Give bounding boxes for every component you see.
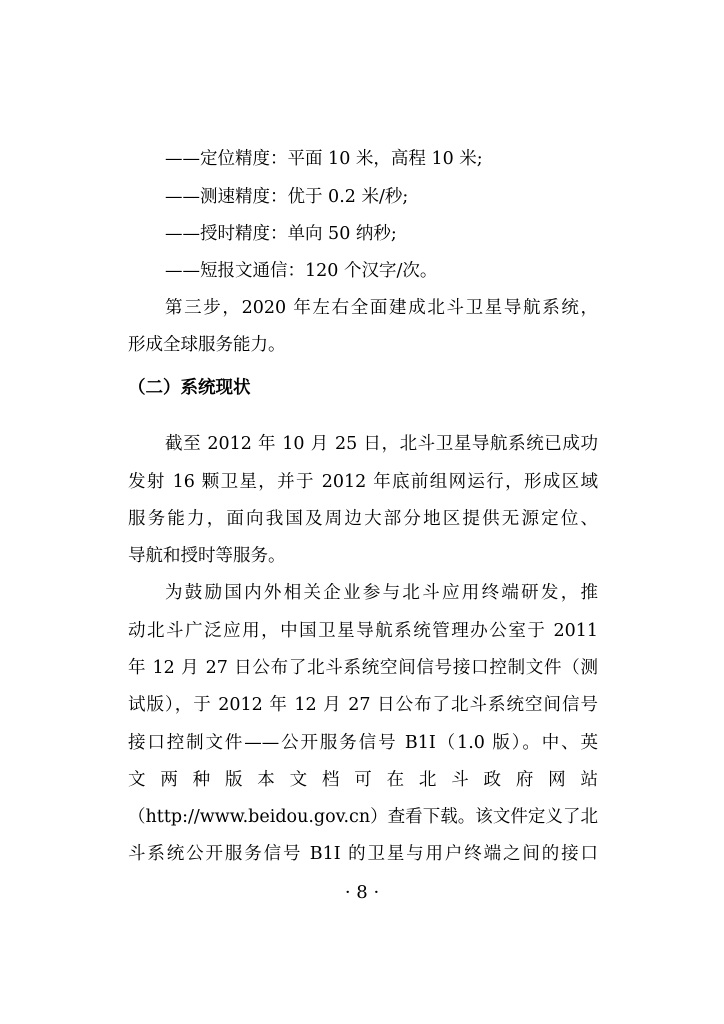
bullet-velocity-accuracy: ——测速精度：优于 0.2 米/秒; xyxy=(165,187,409,207)
bullet-timing-accuracy: ——授时精度：单向 50 纳秒; xyxy=(165,224,397,244)
page-number: · 8 · xyxy=(344,882,380,903)
para2-line-3: 年 12 月 27 日公布了北斗系统空间信号接口控制文件（测 xyxy=(128,658,598,678)
para2-line-4: 试版），于 2012 年 12 月 27 日公布了北斗系统空间信号 xyxy=(128,695,598,715)
bullet-short-message: ——短报文通信：120 个汉字/次。 xyxy=(165,261,438,281)
para2-line-7: （http://www.beidou.gov.cn）查看下载。该文件定义了北 xyxy=(128,807,598,827)
step3-line-2: 形成全球服务能力。 xyxy=(128,335,286,355)
para1-line-4: 导航和授时等服务。 xyxy=(128,546,286,566)
para1-line-1: 截至 2012 年 10 月 25 日，北斗卫星导航系统已成功 xyxy=(165,434,598,454)
para2-line-1: 为鼓励国内外相关企业参与北斗应用终端研发，推 xyxy=(165,583,598,603)
bullet-positioning-accuracy: ——定位精度：平面 10 米，高程 10 米; xyxy=(165,149,483,169)
section-heading: （二）系统现状 xyxy=(128,378,251,398)
para2-line-8: 斗系统公开服务信号 B1I 的卫星与用户终端之间的接口 xyxy=(128,844,598,864)
step3-line-1: 第三步，2020 年左右全面建成北斗卫星导航系统， xyxy=(165,298,598,318)
para2-line-5: 接口控制文件——公开服务信号 B1I（1.0 版）。中、英 xyxy=(128,733,598,753)
para1-line-2: 发射 16 颗卫星，并于 2012 年底前组网运行，形成区域 xyxy=(128,472,598,492)
para2-line-6: 文 两 种 版 本 文 档 可 在 北 斗 政 府 网 站 xyxy=(128,770,598,790)
para1-line-3: 服务能力，面向我国及周边大部分地区提供无源定位、 xyxy=(128,509,598,529)
para2-line-2: 动北斗广泛应用，中国卫星导航系统管理办公室于 2011 xyxy=(128,621,598,641)
